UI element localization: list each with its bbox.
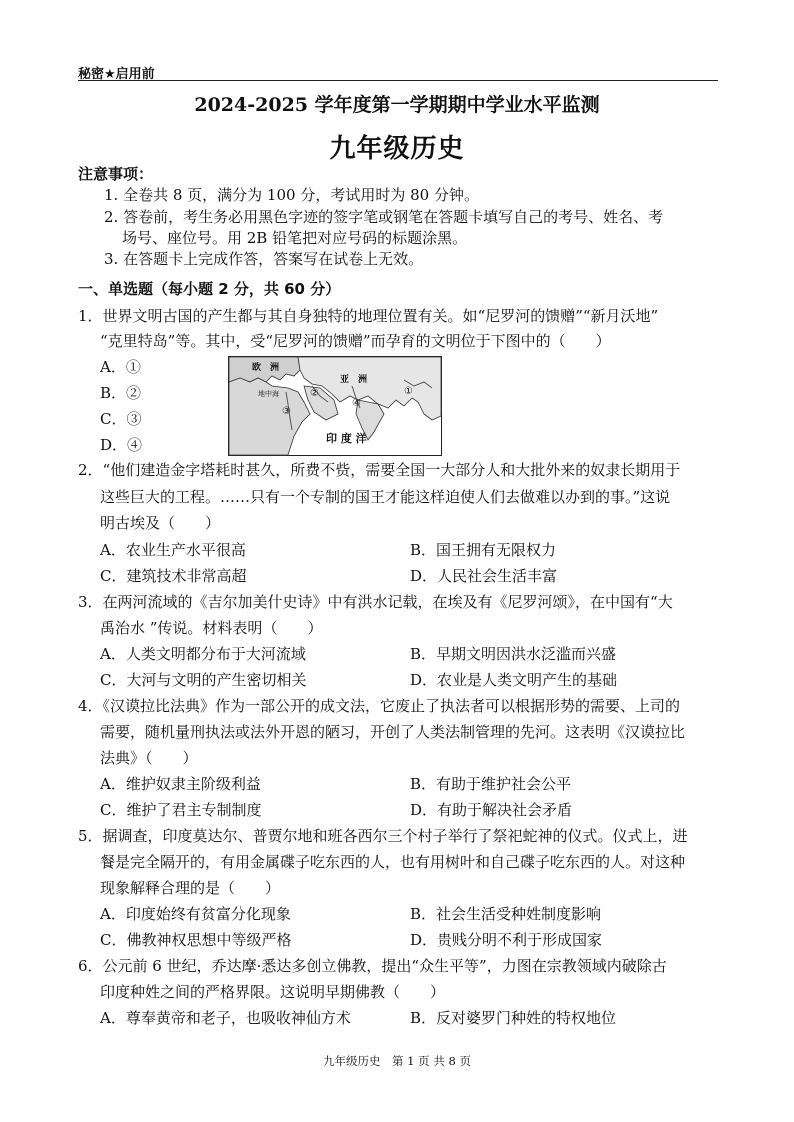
question-5-option-c[interactable]: C．佛教神权思想中等级严格 — [100, 931, 292, 949]
question-3-option-b[interactable]: B．早期文明因洪水泛滥而兴盛 — [410, 645, 617, 663]
question-1-option-a[interactable]: A．① — [100, 358, 141, 376]
question-1-line-2: “克里特岛”等。其中，受“尼罗河的馈赠”而孕育的文明位于下图中的（ ） — [100, 332, 611, 350]
header-rule — [78, 80, 718, 81]
question-6-option-b[interactable]: B．反对婆罗门种姓的特权地位 — [410, 1009, 617, 1027]
question-2-line-1: 2．“他们建造金字塔耗时甚久，所费不赀，需要全国一大部分人和大批外来的奴隶长期用于 — [78, 461, 681, 479]
question-4-line-3: 法典》（ ） — [100, 749, 198, 767]
question-2-line-2: 这些巨大的工程。……只有一个专制的国王才能这样迫使人们去做难以办到的事。”这说 — [100, 488, 671, 506]
question-1-line-1: 1．世界文明古国的产生都与其自身独特的地理位置有关。如“尼罗河的馈赠”“新月沃地” — [78, 307, 659, 325]
question-6-line-2: 印度种姓之间的严格界限。这说明早期佛教（ ） — [100, 983, 446, 1001]
confidential-label: 秘密★启用前 — [78, 67, 155, 82]
question-4-line-1: 4．《汉谟拉比法典》作为一部公开的成文法，它废止了执法者可以根据形势的需要、上司的 — [78, 697, 681, 715]
map-marker-4: ④ — [352, 398, 361, 409]
notes-heading: 注意事项： — [78, 165, 154, 183]
question-6-option-a[interactable]: A．尊奉黄帝和老子，也吸收神仙方术 — [100, 1009, 351, 1027]
section-heading: 一、单选题（每小题 2 分，共 60 分） — [78, 280, 341, 298]
question-2-option-b[interactable]: B．国王拥有无限权力 — [410, 541, 557, 559]
note-item-1: 1. 全卷共 8 页，满分为 100 分，考试用时为 80 分钟。 — [104, 186, 479, 204]
question-2-option-a[interactable]: A．农业生产水平很高 — [100, 541, 246, 559]
question-3-option-a[interactable]: A．人类文明都分布于大河流域 — [100, 645, 306, 663]
page-footer: 九年级历史 第 1 页 共 8 页 — [323, 1054, 471, 1068]
question-4-option-b[interactable]: B．有助于维护社会公平 — [410, 775, 572, 793]
note-item-3: 3. 在答题卡上完成作答，答案写在试卷上无效。 — [104, 250, 424, 268]
question-5-option-b[interactable]: B．社会生活受种姓制度影响 — [410, 905, 602, 923]
question-2-option-d[interactable]: D．人民社会生活丰富 — [410, 567, 558, 585]
question-4-option-d[interactable]: D．有助于解决社会矛盾 — [410, 801, 573, 819]
question-4-line-2: 需要，随机量刑执法或法外开恩的陋习，开创了人类法制管理的先河。这表明《汉谟拉比 — [100, 723, 686, 741]
question-3-line-2: 禹治水 ”传说。材料表明（ ） — [100, 619, 323, 637]
question-5-option-d[interactable]: D．贵贱分明不利于形成国家 — [410, 931, 603, 949]
question-4-option-a[interactable]: A．维护奴隶主阶级利益 — [100, 775, 261, 793]
question-4-option-c[interactable]: C．维护了君主专制制度 — [100, 801, 262, 819]
question-5-option-a[interactable]: A．印度始终有贫富分化现象 — [100, 905, 291, 923]
question-3-line-1: 3．在两河流域的《吉尔加美什史诗》中有洪水记载，在埃及有《尼罗河颂》，在中国有“大 — [78, 593, 673, 611]
note-item-2: 2. 答卷前，考生务必用黑色字迹的签字笔或钢笔在答题卡填写自己的考号、姓名、考 — [104, 208, 664, 226]
question-5-line-1: 5．据调查，印度莫达尔、普贾尔地和班各西尔三个村子举行了祭祀蛇神的仪式。仪式上，进 — [78, 827, 688, 845]
note-item-2-cont: 场号、座位号。用 2B 铅笔把对应号码的标题涂黑。 — [122, 229, 468, 247]
map-marker-2: ② — [310, 388, 319, 399]
question-3-option-c[interactable]: C．大河与文明的产生密切相关 — [100, 671, 307, 689]
question-2-line-3: 明古埃及（ ） — [100, 514, 221, 532]
map-label-europe: 欧 洲 — [252, 363, 280, 373]
map-label-ocean: 印 度 洋 — [326, 432, 367, 445]
question-5-line-3: 现象解释合理的是（ ） — [100, 879, 281, 897]
question-2-option-c[interactable]: C．建筑技术非常高超 — [100, 567, 247, 585]
subject-title: 九年级历史 — [329, 134, 465, 164]
map-label-asia: 亚 洲 — [340, 375, 368, 385]
question-6-line-1: 6．公元前 6 世纪，乔达摩·悉达多创立佛教，提出“众生平等”，力图在宗教领域内破除古 — [78, 957, 667, 975]
question-1-option-d[interactable]: D．④ — [100, 436, 143, 454]
map-marker-1: ① — [404, 386, 413, 397]
question-3-option-d[interactable]: D．农业是人类文明产生的基础 — [410, 671, 618, 689]
question-1-option-b[interactable]: B．② — [100, 384, 142, 402]
exam-title: 2024-2025 学年度第一学期期中学业水平监测 — [194, 94, 600, 116]
question-5-line-2: 餐是完全隔开的，有用金属碟子吃东西的人，也有用树叶和自己碟子吃东西的人。对这种 — [100, 853, 686, 871]
question-1-option-c[interactable]: C．③ — [100, 410, 142, 428]
map-marker-3: ③ — [282, 406, 291, 417]
ancient-civilizations-map — [228, 356, 442, 456]
map-label-med: 地中海 — [258, 390, 279, 398]
